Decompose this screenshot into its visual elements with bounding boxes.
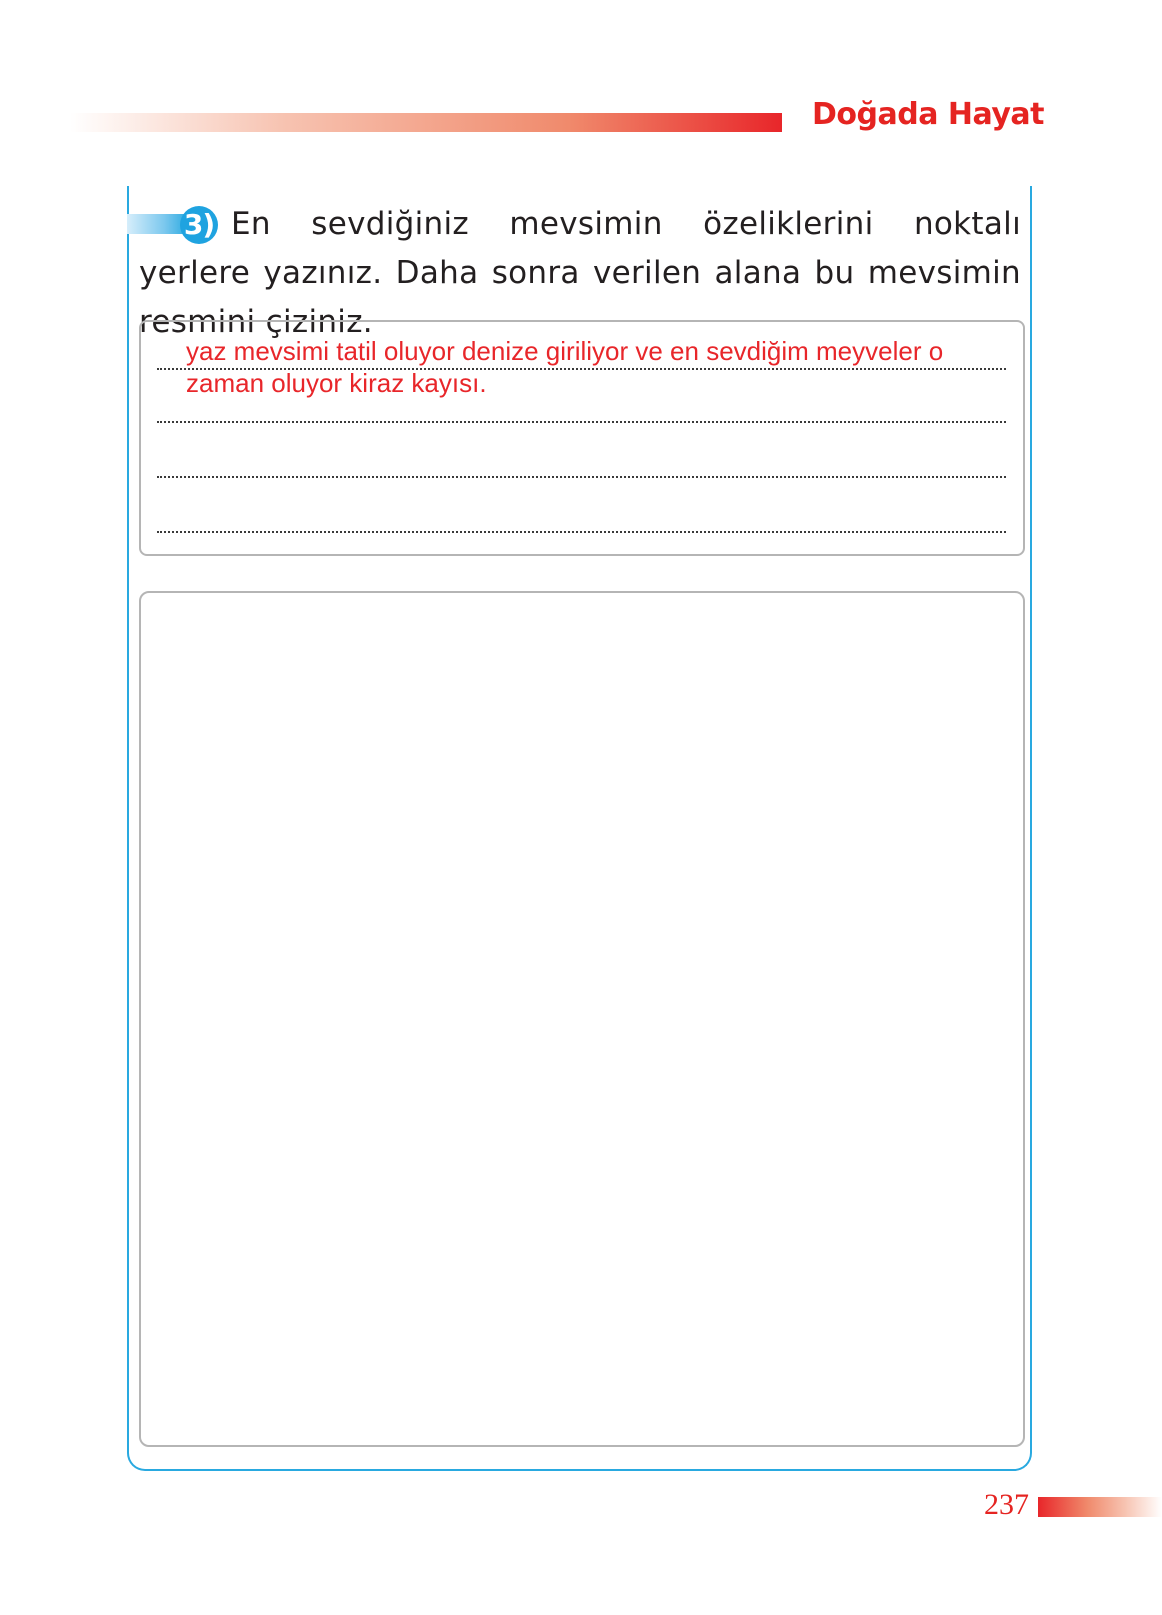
handwritten-answer[interactable]: yaz mevsimi tatil oluyor denize giriliyor ve en sevdiğim meyveler o zaman oluyor kiraz kayısı.: [186, 336, 944, 398]
answer-line-2[interactable]: [157, 421, 1006, 423]
answer-line-4[interactable]: [157, 531, 1006, 533]
drawing-area[interactable]: [139, 591, 1025, 1447]
question-number: 3: [183, 208, 203, 241]
footer-gradient-bar: [1038, 1497, 1162, 1517]
unit-title: Doğada Hayat: [812, 97, 1044, 132]
header-gradient-bar: [70, 113, 782, 132]
page-number: 237: [984, 1488, 1029, 1521]
question-number-badge: 3): [180, 206, 218, 244]
question-text: En sevdiğiniz mevsimin özeliklerini noktalı yerlere yazınız. Daha sonra verilen alana bu mevsimin resmini çiziniz.: [139, 206, 1021, 340]
answer-line-3[interactable]: [157, 476, 1006, 478]
